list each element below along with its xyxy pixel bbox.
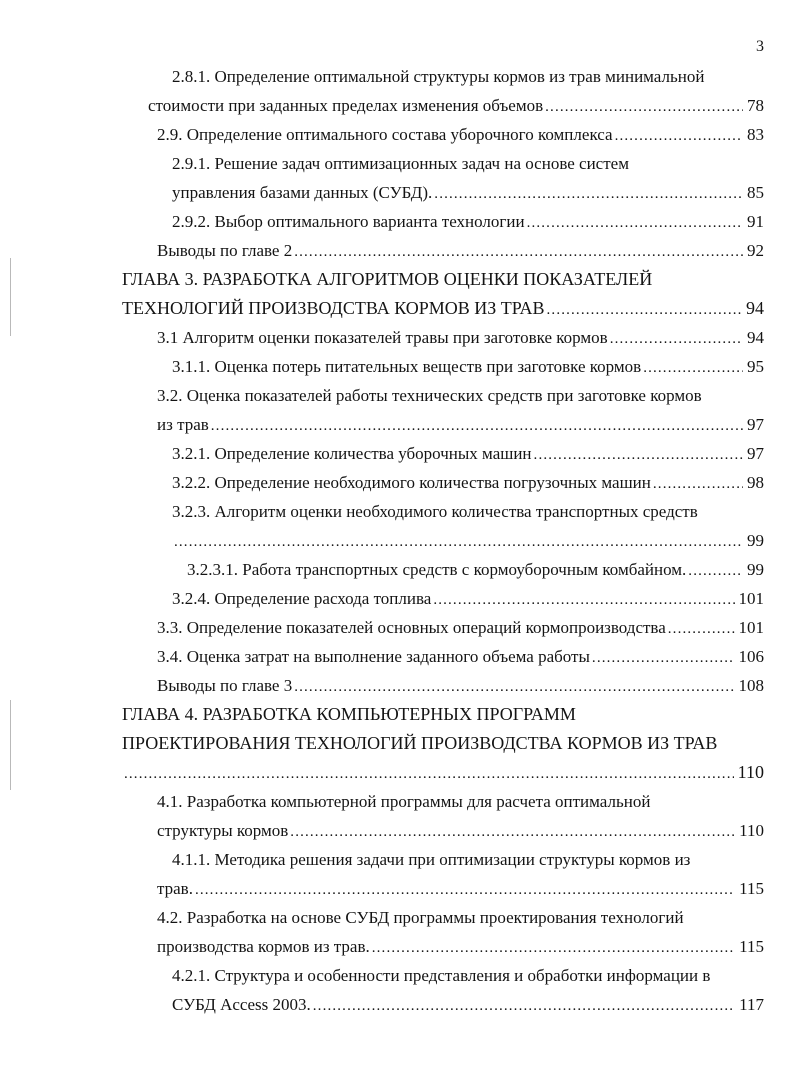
dot-leader: [534, 439, 743, 470]
toc-entry-title: управления базами данных (СУБД).: [172, 183, 433, 202]
toc-entry-title: ГЛАВА 4. РАЗРАБОТКА КОМПЬЮТЕРНЫХ ПРОГРАММ: [122, 704, 576, 724]
toc-page-number: 101: [738, 589, 764, 608]
toc-entry-title: 2.8.1. Определение оптимальной структуры кормов из трав минимальной: [172, 67, 705, 86]
toc-entry-line: [172, 149, 629, 178]
dot-leader: [547, 294, 742, 325]
toc-entry-line: [157, 381, 702, 410]
toc-entry-title: 2.9.2. Выбор оптимального варианта технологии: [172, 212, 525, 231]
dot-leader: [313, 990, 735, 1021]
toc-entry[interactable]: [0, 149, 796, 207]
dot-leader: [290, 816, 735, 847]
toc-entry[interactable]: [0, 439, 796, 468]
dot-leader: [294, 236, 743, 267]
toc-entry[interactable]: [0, 497, 796, 555]
toc-entry-line: [172, 178, 764, 207]
toc-entry[interactable]: [0, 555, 796, 584]
dot-leader: [688, 555, 743, 586]
toc-page-number: 108: [738, 676, 764, 695]
toc-entry-line: [157, 671, 764, 700]
toc-entry[interactable]: [0, 120, 796, 149]
toc-entry-title: 3.2.3.1. Работа транспортных средств с кормоуборочным комбайном.: [187, 560, 687, 579]
toc-entry-title: 4.2.1. Структура и особенности представления и обработки информации в: [172, 966, 711, 985]
toc-entry-line: [172, 439, 764, 468]
toc-entry-line: [172, 584, 764, 613]
toc-entry-title: 2.9. Определение оптимального состава уборочного комплекса: [157, 125, 613, 144]
toc-entry-line: [172, 845, 690, 874]
toc-entry-line: [148, 91, 764, 120]
dot-leader: [211, 410, 743, 441]
toc-page-number: 110: [737, 762, 764, 782]
toc-entry-line: [157, 613, 764, 642]
toc-entry-title: 4.2. Разработка на основе СУБД программы проектирования технологий: [157, 908, 684, 927]
toc-entry-title: трав.: [157, 879, 193, 898]
dot-leader: [615, 120, 743, 151]
toc-entry-title: стоимости при заданных пределах изменения объемов: [148, 96, 544, 115]
toc-entry[interactable]: [0, 381, 796, 439]
toc-entry-title: Выводы по главе 3: [157, 676, 293, 695]
toc-entry-title: 4.1. Разработка компьютерной программы для расчета оптимальной: [157, 792, 651, 811]
toc-entry-title: ТЕХНОЛОГИЙ ПРОИЗВОДСТВА КОРМОВ ИЗ ТРАВ: [122, 298, 545, 318]
toc-page-number: 106: [738, 647, 764, 666]
toc-entry-line: [122, 758, 764, 787]
dot-leader: [195, 874, 735, 905]
toc-entry-line: [157, 410, 764, 439]
toc-entry-line: [157, 236, 764, 265]
toc-entry-title: Выводы по главе 2: [157, 241, 293, 260]
toc-page-number: 99: [747, 531, 764, 550]
toc-entry[interactable]: [0, 468, 796, 497]
toc-entry[interactable]: [0, 671, 796, 700]
toc-entry-title: производства кормов из трав.: [157, 937, 370, 956]
toc-page-number: 83: [747, 125, 764, 144]
toc-entry[interactable]: [0, 903, 796, 961]
toc-entry[interactable]: [0, 207, 796, 236]
toc-page-number: 78: [747, 96, 764, 115]
toc-entry-line: [172, 497, 698, 526]
toc-entry-line: [157, 874, 764, 903]
toc-entry-title: 3.1 Алгоритм оценки показателей травы при заготовке кормов: [157, 328, 608, 347]
toc-page-number: 91: [747, 212, 764, 231]
toc-entry-title: 3.2.1. Определение количества уборочных машин: [172, 444, 532, 463]
toc-page-number: 95: [747, 357, 764, 376]
toc-entry-title: структуры кормов: [157, 821, 289, 840]
toc-entry-line: [172, 352, 764, 381]
toc-entry-title: 3.2.4. Определение расхода топлива: [172, 589, 432, 608]
toc-entry-line: [172, 468, 764, 497]
toc-entry-line: [172, 961, 710, 990]
toc-entry[interactable]: [0, 584, 796, 613]
toc-entry-line: [157, 816, 764, 845]
dot-leader: [124, 758, 734, 789]
toc-entry-line: [157, 787, 650, 816]
toc-entry-title: 2.9.1. Решение задач оптимизационных задач на основе систем: [172, 154, 629, 173]
dot-leader: [668, 613, 735, 644]
dot-leader: [434, 178, 743, 209]
toc-entry-line: [172, 990, 764, 1019]
dot-leader: [527, 207, 743, 238]
dot-leader: [610, 323, 743, 354]
toc-entry-line: [157, 323, 764, 352]
toc-entry-line: [172, 526, 764, 555]
toc-entry-title: 3.4. Оценка затрат на выполнение заданного объема работы: [157, 647, 590, 666]
dot-leader: [545, 91, 743, 122]
toc-entry-title: ПРОЕКТИРОВАНИЯ ТЕХНОЛОГИЙ ПРОИЗВОДСТВА КОРМОВ ИЗ ТРАВ: [122, 733, 718, 753]
dot-leader: [294, 671, 734, 702]
toc-entry[interactable]: [0, 62, 796, 120]
page-number: 3: [756, 38, 764, 55]
toc-entry-line: [157, 120, 764, 149]
toc-entry[interactable]: [0, 323, 796, 352]
toc-page-number: 101: [738, 618, 764, 637]
toc-entry-line: [157, 642, 764, 671]
toc-page-number: 92: [747, 241, 764, 260]
toc-entry[interactable]: [0, 845, 796, 903]
toc-page-number: 94: [747, 328, 764, 347]
toc-chapter-entry[interactable]: [0, 700, 796, 787]
toc-entry-title: ГЛАВА 3. РАЗРАБОТКА АЛГОРИТМОВ ОЦЕНКИ ПОКАЗАТЕЛЕЙ: [122, 269, 653, 289]
dot-leader: [643, 352, 743, 383]
toc-page-number: 115: [739, 879, 764, 898]
dot-leader: [174, 526, 743, 557]
toc-page-number: 97: [747, 444, 764, 463]
dot-leader: [592, 642, 735, 673]
toc-entry-line: [172, 62, 704, 91]
toc-entry-title: 3.3. Определение показателей основных операций кормопроизводства: [157, 618, 666, 637]
toc-entry-line: [157, 903, 684, 932]
toc-entry-line: [172, 207, 764, 236]
toc-page-number: 99: [747, 560, 764, 579]
toc-entry[interactable]: [0, 352, 796, 381]
toc-entry-title: 3.2. Оценка показателей работы технических средств при заготовке кормов: [157, 386, 702, 405]
toc-entry-line: [122, 294, 764, 323]
toc-page-number: 98: [747, 473, 764, 492]
toc-entry[interactable]: [0, 642, 796, 671]
toc-page-number: 97: [747, 415, 764, 434]
toc-entry-title: из трав: [157, 415, 209, 434]
dot-leader: [433, 584, 734, 615]
toc-entry-title: 3.2.3. Алгоритм оценки необходимого количества транспортных средств: [172, 502, 698, 521]
toc-page-number: 85: [747, 183, 764, 202]
dot-leader: [653, 468, 743, 499]
toc-entry-line: [122, 265, 652, 294]
toc-entry-title: 3.1.1. Оценка потерь питательных веществ при заготовке кормов: [172, 357, 642, 376]
toc-entry-line: [157, 932, 764, 961]
toc-page-number: 94: [746, 298, 764, 318]
toc-entry[interactable]: [0, 613, 796, 642]
toc-entry-title: 3.2.2. Определение необходимого количества погрузочных машин: [172, 473, 651, 492]
toc-page-number: 117: [739, 995, 764, 1014]
toc-entry-line: [122, 729, 717, 758]
toc-page-number: 115: [739, 937, 764, 956]
dot-leader: [372, 932, 735, 963]
toc-entry-line: [187, 555, 764, 584]
toc-entry[interactable]: [0, 787, 796, 845]
toc-entry[interactable]: [0, 236, 796, 265]
toc-entry[interactable]: [0, 961, 796, 1019]
toc-entry-title: СУБД Access 2003.: [172, 995, 311, 1014]
toc-entry-line: [122, 700, 576, 729]
toc-chapter-entry[interactable]: [0, 265, 796, 323]
toc-page-number: 110: [739, 821, 764, 840]
toc-entry-title: 4.1.1. Методика решения задачи при оптимизации структуры кормов из: [172, 850, 691, 869]
